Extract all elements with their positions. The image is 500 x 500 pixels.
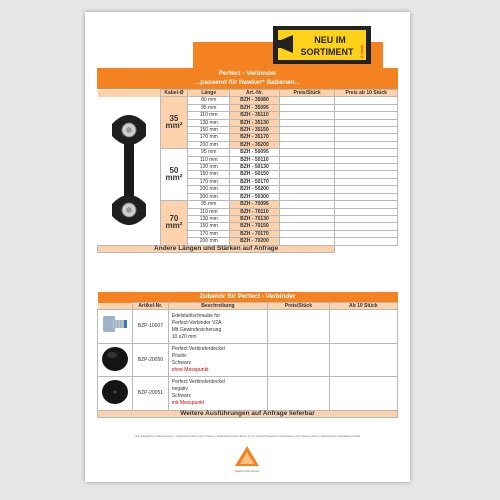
article-cell: BZH - 35080 xyxy=(230,97,280,104)
acc-col-article: Artikel-Nr. xyxy=(133,303,169,310)
acc-note: mit Messpunkt xyxy=(171,400,204,407)
cable-35: 35 mm² xyxy=(160,97,188,149)
length-cell: 170 mm xyxy=(188,178,230,185)
article-cell: BZH - 70200 xyxy=(230,238,280,245)
acc-desc-line: Edelstahlschraube für xyxy=(171,312,221,319)
connector-image xyxy=(98,97,161,245)
article-cell: BZH - 50300 xyxy=(230,193,280,200)
article-cell: BZH - 35170 xyxy=(230,134,280,141)
connector-icon xyxy=(98,106,160,234)
acc-note: ohne Messpunkt xyxy=(171,367,209,374)
product-title xyxy=(97,68,398,89)
acc-desc-line: Perfect Verbinderdeckel xyxy=(171,346,225,353)
article-cell: BZH - 70095 xyxy=(230,201,280,208)
col-cable: Kabel-Ø xyxy=(160,90,188,97)
length-cell: 300 mm xyxy=(188,193,230,200)
acc-col-price10: Ab 10 Stück xyxy=(329,303,397,310)
acc-col-desc: Beschreibung xyxy=(168,303,267,310)
acc-desc-line: negativ xyxy=(171,386,188,393)
acc-code: BZP-20050 xyxy=(133,343,169,376)
length-cell: 200 mm xyxy=(188,238,230,245)
article-cell: BZH - 70170 xyxy=(230,230,280,237)
cap-negative-image xyxy=(98,377,133,410)
article-cell: BZH - 35200 xyxy=(230,141,280,148)
catalog-sheet xyxy=(85,12,410,482)
article-cell: BZH - 50095 xyxy=(230,149,280,156)
col-length: Länge xyxy=(188,90,230,97)
acc-desc-line: Schwarz xyxy=(171,393,191,400)
exclamation-icon: ! xyxy=(359,42,365,62)
screw-icon xyxy=(98,310,132,340)
col-price: Preis/Stück xyxy=(279,90,335,97)
length-cell: 130 mm xyxy=(188,164,230,171)
length-cell: 95 mm xyxy=(188,149,230,156)
article-cell: BZH - 70130 xyxy=(230,215,280,222)
acc-desc xyxy=(168,343,267,376)
acc-desc-line: Mit Gewindesicherung xyxy=(171,326,222,333)
article-cell: BZH - 35095 xyxy=(230,104,280,111)
col-price10: Preis ab 10 Stück xyxy=(335,90,398,97)
length-cell: 200 mm xyxy=(188,141,230,148)
article-cell: BZH - 35150 xyxy=(230,127,280,134)
article-cell: BZH - 35110 xyxy=(230,112,280,119)
length-cell: 150 mm xyxy=(188,171,230,178)
acc-desc-line: 10 x20 mm xyxy=(171,333,197,340)
acc-desc-line: Schwarz xyxy=(171,360,191,367)
article-cell: BZH - 50170 xyxy=(230,178,280,185)
cap-positive-image xyxy=(98,343,133,376)
banner-line2: SORTIMENT xyxy=(300,47,354,57)
logo-text: Quality Parts Service xyxy=(234,470,260,473)
acc-code: BZP-10007 xyxy=(133,310,169,343)
article-cell: BZH - 50150 xyxy=(230,171,280,178)
article-cell: BZH - 70150 xyxy=(230,223,280,230)
article-cell: BZH - 50200 xyxy=(230,186,280,193)
acc-col-price: Preis/Stück xyxy=(268,303,330,310)
company-logo xyxy=(233,444,261,474)
new-in-assortment-banner xyxy=(193,24,383,69)
article-cell: BZH - 50130 xyxy=(230,164,280,171)
cap-icon xyxy=(98,377,132,407)
length-cell: 130 mm xyxy=(188,119,230,126)
article-cell: BZH - 35130 xyxy=(230,119,280,126)
article-cell: BZH - 70110 xyxy=(230,208,280,215)
length-cell: 110 mm xyxy=(188,112,230,119)
length-cell: 95 mm xyxy=(188,104,230,111)
accessories-table xyxy=(97,292,398,418)
cable-70: 70 mm² xyxy=(160,201,188,245)
length-cell: 170 mm xyxy=(188,134,230,141)
length-cell: 80 mm xyxy=(188,97,230,104)
acc-desc-line: Perfect Verbinderdeckel xyxy=(171,379,225,386)
acc-code: BZP-20051 xyxy=(133,377,169,410)
length-cell: 110 mm xyxy=(188,208,230,215)
length-cell: 110 mm xyxy=(188,156,230,163)
length-cell: 150 mm xyxy=(188,127,230,134)
acc-desc xyxy=(168,377,267,410)
article-cell: BZH - 50110 xyxy=(230,156,280,163)
accessories-footer: Weitere Ausführungen auf Anfrage lieferbar xyxy=(98,410,398,417)
acc-desc-line: Perfect-Verbinder V2A xyxy=(171,319,222,326)
accessories-title: Zubehör für Perfect - Verbinder xyxy=(98,292,398,303)
product-title-line2: ...passend für Hawker* Batterien... xyxy=(194,79,301,86)
acc-desc xyxy=(168,310,267,343)
main-footer: Andere Längen und Stärken auf Anfrage xyxy=(98,245,335,252)
cap-icon xyxy=(98,344,132,374)
length-cell: 150 mm xyxy=(188,223,230,230)
cable-50: 50 mm² xyxy=(160,149,188,201)
length-cell: 200 mm xyxy=(188,186,230,193)
banner-line1: NEU IM xyxy=(314,35,346,45)
product-title-line1: Perfect - Verbinder xyxy=(218,70,277,77)
length-cell: 95 mm xyxy=(188,201,230,208)
screw-image xyxy=(98,310,133,343)
acc-desc-line: Positiv xyxy=(171,353,187,360)
connector-table xyxy=(97,89,398,253)
col-article: Art.-Nr. xyxy=(230,90,280,97)
fineprint: *Die aufgeführten Artikelnummern / Original-Fremdnummern / Namen und Bezeichnungen dienen nur zu Vergleichszwecken und bedeuten nicht, dass es sich um gleichwertige Originalteile handelt xyxy=(134,435,361,438)
length-cell: 130 mm xyxy=(188,215,230,222)
length-cell: 170 mm xyxy=(188,230,230,237)
